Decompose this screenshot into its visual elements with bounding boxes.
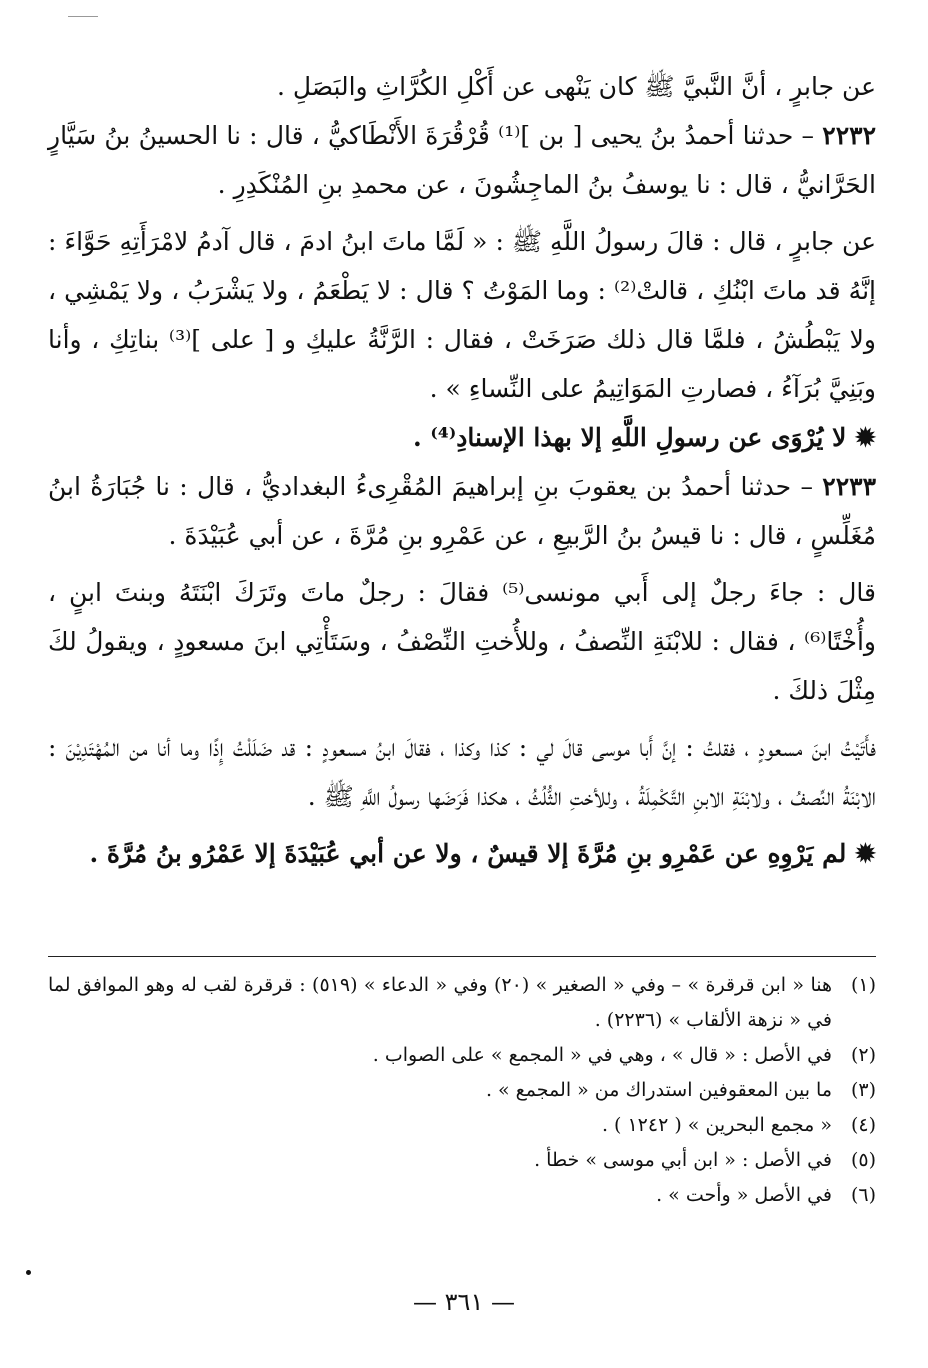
footnote [48,1073,876,1108]
footnote-text: هنا « ابن قرقرة » – وفي « الصغير » (٢٠) وفي « الدعاء » (٥١٩) : قرقرة لقب له وهو الموافق لما في « نزهة الألقاب » (٢٢٣٦) . [48,974,833,1031]
hadith-2233-matn-1: قال : جاءَ رجلٌ إلى أَبي مونسى⁽⁵⁾ فقالَ : رجلٌ ماتَ وتَرَكَ ابْنَتَهُ وبنتَ ابنٍ ، وأُخْتًا⁽⁶⁾ ، فقال : للابْنَةِ النِّصفُ ، وللأُختِ النِّصْفُ ، وسَتَأْتِي ابنَ مسعودٍ ، ويقولُ لكَ مِثْلَ ذلكَ . [48,578,876,705]
isnad-text: – حدثنا أحمدُ بن يعقوبَ بنِ إبراهيمَ المُقْرِىءُ البغداديُّ ، قال : نا جُبَارَةُ ابنُ مُغَلِّسٍ ، قال : نا قيسُ بنُ الرَّبيعِ ، عن عَمْرِو بنِ مُرَّةَ ، عن أبي عُبَيْدَةَ . [48,472,876,550]
footnote-divider [48,956,876,957]
scan-mark [68,16,98,17]
footnote [48,1143,876,1178]
main-text [48,62,876,878]
scan-speck [26,1270,31,1275]
footnote [48,968,876,1038]
footnote-text: في الأصل : « ابن أبي موسى » خطأ . [534,1149,832,1171]
hadith-2233-isnad [48,462,876,560]
footnote-number: (٣) [850,1079,876,1101]
footnotes [48,968,876,1213]
hadith-2233-matn-2: فأَتَيْتُ ابنَ مسعودٍ ، فقلتُ : إنَّ أَبا موسى قالَ لي : كذا وكذا ، فقالَ ابنُ مسعودٍ : قد ضَلَلْتُ إِذًا وما أنا من المُهْتَدِيْنَ : الابْنَةُ النِّصفُ ، ولابْنَةِ الابنِ التَّكْمِلَةُ ، وللأختِ الثُّلُثُ ، هكذا فَرَضَها رسولُ اللَّهِ ﷺ . [48,733,876,811]
hadith-2232-isnad [48,111,876,209]
footnote-number: (١) [850,974,876,996]
footnote-number: (٦) [850,1184,876,1206]
hadith-number: ٢٢٣٣ [822,472,876,501]
footnote-text: في الأصل « وأحت » . [656,1184,832,1206]
isnad-text: – حدثنا أحمدُ بنُ يحيى [ بن ]⁽¹⁾ قُرْقُرَةَ الأَنْطَاكيُّ ، قال : نا الحسينُ بنُ سَيَّارٍ الحَرَّانيُّ ، قال : نا يوسفُ بنُ الماجِشُونَ ، عن محمدِ بنِ المُنْكَدِرِ . [48,121,876,199]
footnote [48,1178,876,1213]
hadith-2232-remark: ✹ لا يُرْوَى عن رسولِ اللَّهِ إلا بهذا الإسنادِ⁽⁴⁾ . [413,423,876,452]
footnote-number: (٢) [850,1044,876,1066]
footnote-number: (٤) [850,1114,876,1136]
hadith-number: ٢٢٣٢ [822,121,876,150]
footnote [48,1108,876,1143]
page-number: — ٣٦١ — [413,1288,515,1316]
footnote-number: (٥) [850,1149,876,1171]
footnote [48,1038,876,1073]
hadith-2233-remark: ✹ لم يَرْوِهِ عن عَمْرِو بنِ مُرَّةَ إلا قيسٌ ، ولا عن أبي عُبَيْدَةَ إلا عَمْرُو بنُ مُرَّةَ . [89,839,876,868]
footnote-text: في الأصل : « قال » ، وهي في « المجمع » على الصواب . [372,1044,832,1066]
footnote-text: ما بين المعقوفين استدراك من « المجمع » . [485,1079,832,1101]
hadith-2232-matn: عن جابرٍ ، قال : قالَ رسولُ اللَّهِ ﷺ : « لَمَّا ماتَ ابنُ ادمَ ، قال آدمُ لامْرَأَتِهِ حَوَّاءَ : إنَّهُ قد ماتَ ابْنُكِ ، قالتْ⁽²⁾ : وما المَوْتُ ؟ قال : لا يَطْعَمُ ، ولا يَشْرَبُ ، ولا يَمْشِي ، ولا يَبْطُشُ ، فلمَّا قال ذلك صَرَخَتْ ، فقال : الرَّنَّةُ عليكِ و [ على ]⁽³⁾ بناتِكِ ، وأنا وبَنِيَّ بُرَآءُ ، فصارتِ المَوَاتِيمُ على النِّساءِ » . [48,227,876,403]
footnote-text: « مجمع البحرين » ( ١٢٤٢ ) . [601,1114,832,1136]
hadith-2232-end: عن جابرٍ ، أنَّ النَّبيَّ ﷺ كان يَنْهى عن أَكْلِ الكُرَّاثِ والبَصَلِ . [276,72,876,101]
